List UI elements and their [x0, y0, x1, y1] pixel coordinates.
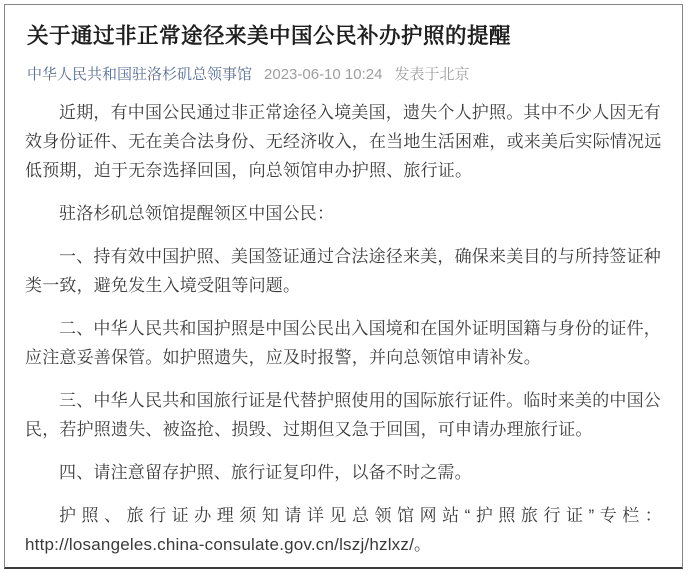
- article-page: [4, 4, 683, 569]
- account-name[interactable]: 中华人民共和国驻洛杉矶总领事馆: [27, 66, 253, 84]
- article-body: [25, 98, 662, 559]
- paragraph-item-2: 二、中华人民共和国护照是中国公民出入国境和在国外证明国籍与身份的证件，应注意妥善保管。如护照遗失，应及时报警，并向总领馆申请补发。: [25, 319, 661, 368]
- publish-location: 发表于北京: [394, 66, 470, 84]
- paragraph-item-1: 一、持有效中国护照、美国签证通过合法途径来美，确保来美目的与所持签证种类一致，避免发生入境受阻等问题。: [25, 247, 661, 296]
- paragraph-footer: [25, 501, 662, 559]
- consulate-url: http://losangeles.china-consulate.gov.cn/lszj/hzlxz/。: [25, 535, 432, 555]
- footer-lead-text: 护照、旅行证办理须知请详见总领馆网站“护照旅行证”专栏：: [59, 506, 662, 526]
- article-title: 关于通过非正常途径来美中国公民补办护照的提醒: [27, 24, 512, 48]
- paragraph-reminder-lead: 驻洛杉矶总领馆提醒领区中国公民：: [59, 204, 335, 224]
- paragraph-item-3: 三、中华人民共和国旅行证是代替护照使用的国际旅行证件。临时来美的中国公民，若护照遗失、被盗抢、损毁、过期但又急于回国，可申请办理旅行证。: [25, 391, 661, 440]
- article-byline: [27, 63, 662, 84]
- publish-datetime: 2023-06-10 10:24: [264, 66, 383, 84]
- paragraph-intro: 近期，有中国公民通过非正常途径入境美国，遗失个人护照。其中不少人因无有效身份证件、无在美合法身份、无经济收入，在当地生活困难，或来美后实际情况远低预期，迫于无奈选择回国，向总领馆申办护照、旅行证。: [25, 103, 662, 181]
- paragraph-item-4: 四、请注意留存护照、旅行证复印件，以备不时之需。: [59, 463, 472, 483]
